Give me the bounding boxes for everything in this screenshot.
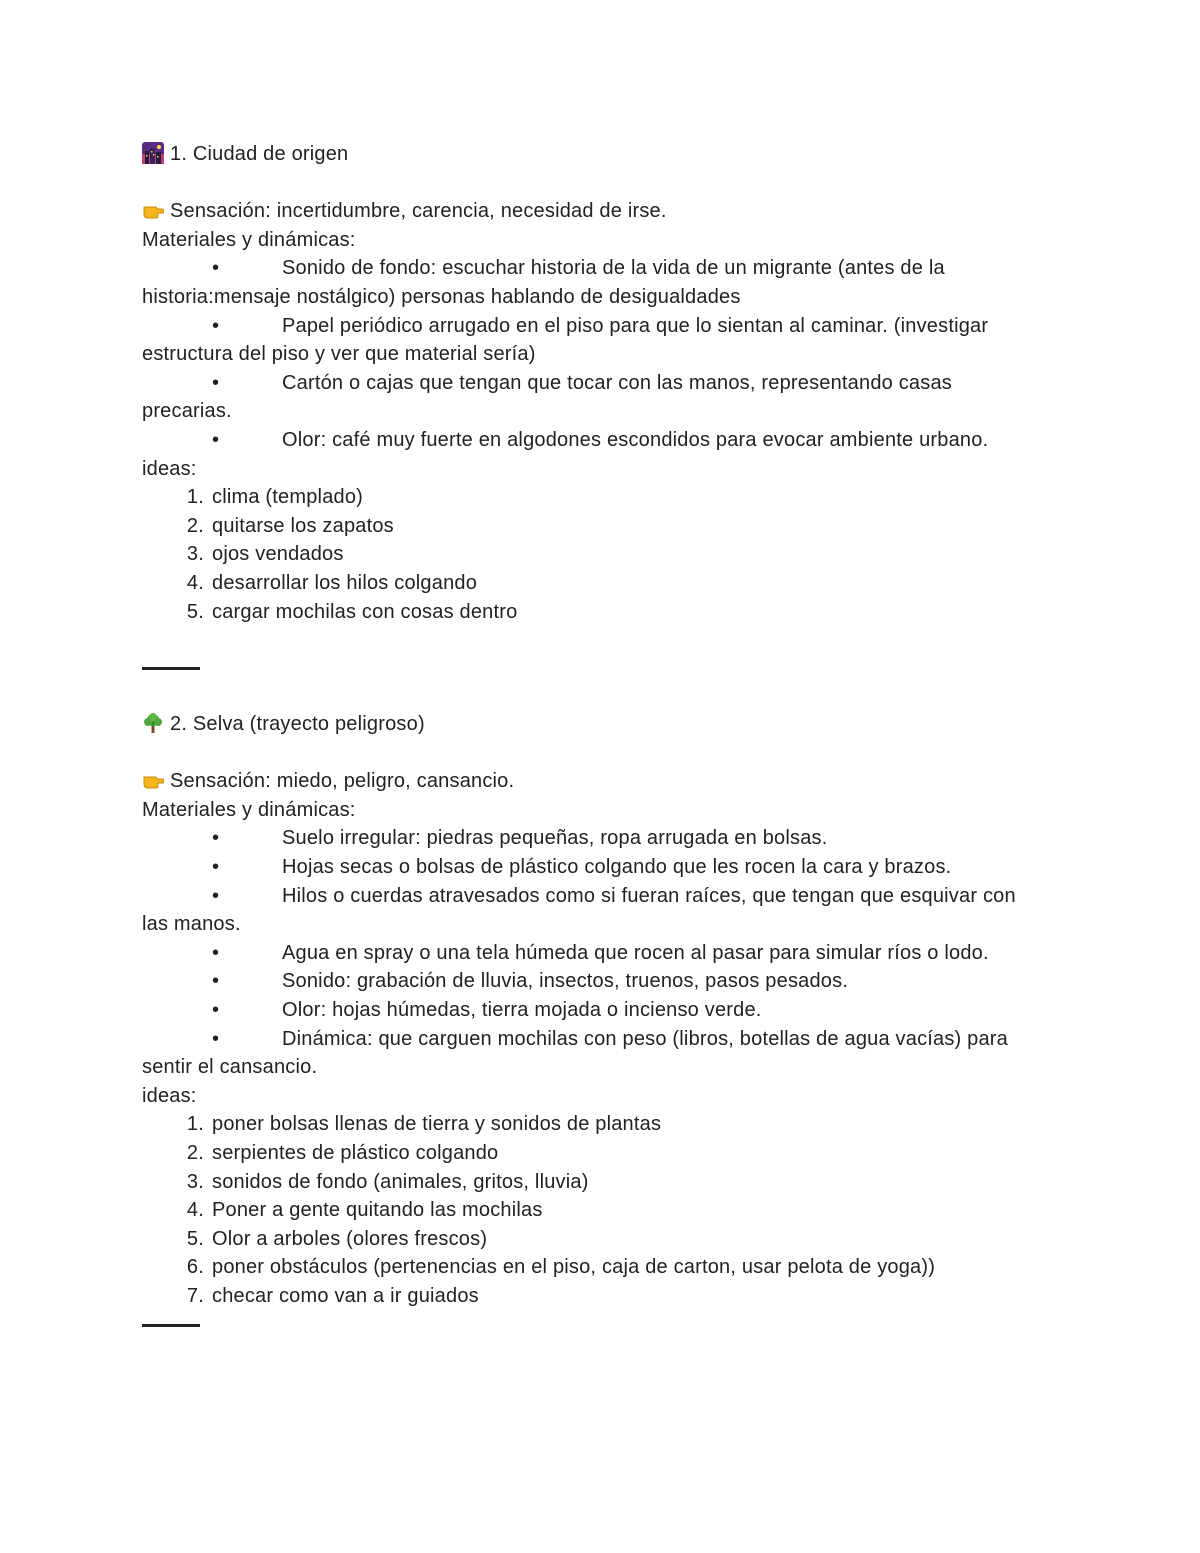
tree-icon xyxy=(142,712,164,734)
bullet-item xyxy=(142,824,1082,853)
bullet-dot: • xyxy=(212,941,220,964)
list-item: 3. ojos vendados xyxy=(186,543,344,566)
bullet-item xyxy=(142,1025,1082,1082)
bullet-item xyxy=(142,996,1082,1025)
sensation-text: Sensación: incertidumbre, carencia, necesidad de irse. xyxy=(170,200,667,223)
list-item: 7. checar como van a ir guiados xyxy=(186,1284,479,1307)
list-item: 2. quitarse los zapatos xyxy=(186,514,394,537)
bullet-item xyxy=(142,369,1082,426)
sensation-line xyxy=(142,197,1082,226)
section-title: 1. Ciudad de origen xyxy=(170,143,349,165)
section-heading xyxy=(142,710,1082,739)
materials-label: Materiales y dinámicas: xyxy=(142,228,356,251)
bullet-item xyxy=(142,967,1082,996)
bullet-item xyxy=(142,939,1082,968)
bullet-item xyxy=(142,254,1082,311)
bullet-continuation: estructura del piso y ver que material sería) xyxy=(142,343,536,366)
bullet-continuation: las manos. xyxy=(142,913,241,936)
bullet-text: Papel periódico arrugado en el piso para que lo sientan al caminar. (investigar xyxy=(282,314,989,337)
sensation-line xyxy=(142,767,1082,796)
materials-label: Materiales y dinámicas: xyxy=(142,798,356,821)
bullet-dot: • xyxy=(212,314,220,337)
bullet-dot: • xyxy=(212,855,220,878)
bullet-dot: • xyxy=(212,827,220,850)
bullet-text: Suelo irregular: piedras pequeñas, ropa arrugada en bolsas. xyxy=(282,827,828,850)
bullet-text: Sonido: grabación de lluvia, insectos, truenos, pasos pesados. xyxy=(282,970,849,993)
section-selva xyxy=(142,710,1082,1310)
list-item: 2. serpientes de plástico colgando xyxy=(186,1141,499,1164)
ideas-label: ideas: xyxy=(142,1084,197,1107)
bullet-dot: • xyxy=(212,884,220,907)
bullet-text: Sonido de fondo: escuchar historia de la vida de un migrante (antes de la xyxy=(282,257,945,280)
sensation-text: Sensación: miedo, peligro, cansancio. xyxy=(170,770,515,793)
section-divider xyxy=(142,1324,200,1327)
bullet-text: Olor: hojas húmedas, tierra mojada o incienso verde. xyxy=(282,998,762,1021)
bullet-dot: • xyxy=(212,998,220,1021)
list-item: 5. Olor a arboles (olores frescos) xyxy=(186,1227,488,1250)
bullet-dot: • xyxy=(212,1027,220,1050)
ideas-label: ideas: xyxy=(142,457,197,480)
section-divider xyxy=(142,667,200,670)
bullet-text: Olor: café muy fuerte en algodones escondidos para evocar ambiente urbano. xyxy=(282,428,989,451)
list-item: 5. cargar mochilas con cosas dentro xyxy=(186,600,518,623)
ideas-list xyxy=(142,483,1082,626)
bullet-text: Hojas secas o bolsas de plástico colgando que les rocen la cara y brazos. xyxy=(282,855,952,878)
bullet-continuation: sentir el cansancio. xyxy=(142,1056,318,1079)
list-item: 4. Poner a gente quitando las mochilas xyxy=(186,1199,543,1222)
bullet-text: Cartón o cajas que tengan que tocar con las manos, representando casas xyxy=(282,371,952,394)
list-item: 6. poner obstáculos (pertenencias en el piso, caja de carton, usar pelota de yoga)) xyxy=(186,1256,936,1279)
bullet-continuation: precarias. xyxy=(142,400,232,423)
night-city-icon xyxy=(142,142,164,164)
bullet-item xyxy=(142,426,1082,455)
bullet-item xyxy=(142,853,1082,882)
bullet-item xyxy=(142,312,1082,369)
bullet-item xyxy=(142,882,1082,939)
bullet-dot: • xyxy=(212,257,220,280)
list-item: 1. clima (templado) xyxy=(186,486,364,509)
section-ciudad-de-origen xyxy=(142,140,1082,626)
bullet-dot: • xyxy=(212,371,220,394)
bullet-dot: • xyxy=(212,970,220,993)
bullet-dot: • xyxy=(212,428,220,451)
bullet-text: Dinámica: que carguen mochilas con peso (libros, botellas de agua vacías) para xyxy=(282,1027,1008,1050)
list-item: 1. poner bolsas llenas de tierra y sonidos de plantas xyxy=(186,1113,662,1136)
ideas-list xyxy=(142,1110,1082,1310)
section-heading xyxy=(142,140,1082,169)
list-item: 3. sonidos de fondo (animales, gritos, lluvia) xyxy=(186,1170,589,1193)
bullet-continuation: historia:mensaje nostálgico) personas hablando de desigualdades xyxy=(142,285,741,308)
section-title: 2. Selva (trayecto peligroso) xyxy=(170,713,425,735)
pointing-hand-icon xyxy=(142,199,164,221)
bullet-text: Agua en spray o una tela húmeda que rocen al pasar para simular ríos o lodo. xyxy=(282,941,989,964)
pointing-hand-icon xyxy=(142,769,164,791)
bullet-text: Hilos o cuerdas atravesados como si fueran raíces, que tengan que esquivar con xyxy=(282,884,1016,907)
list-item: 4. desarrollar los hilos colgando xyxy=(186,571,478,594)
